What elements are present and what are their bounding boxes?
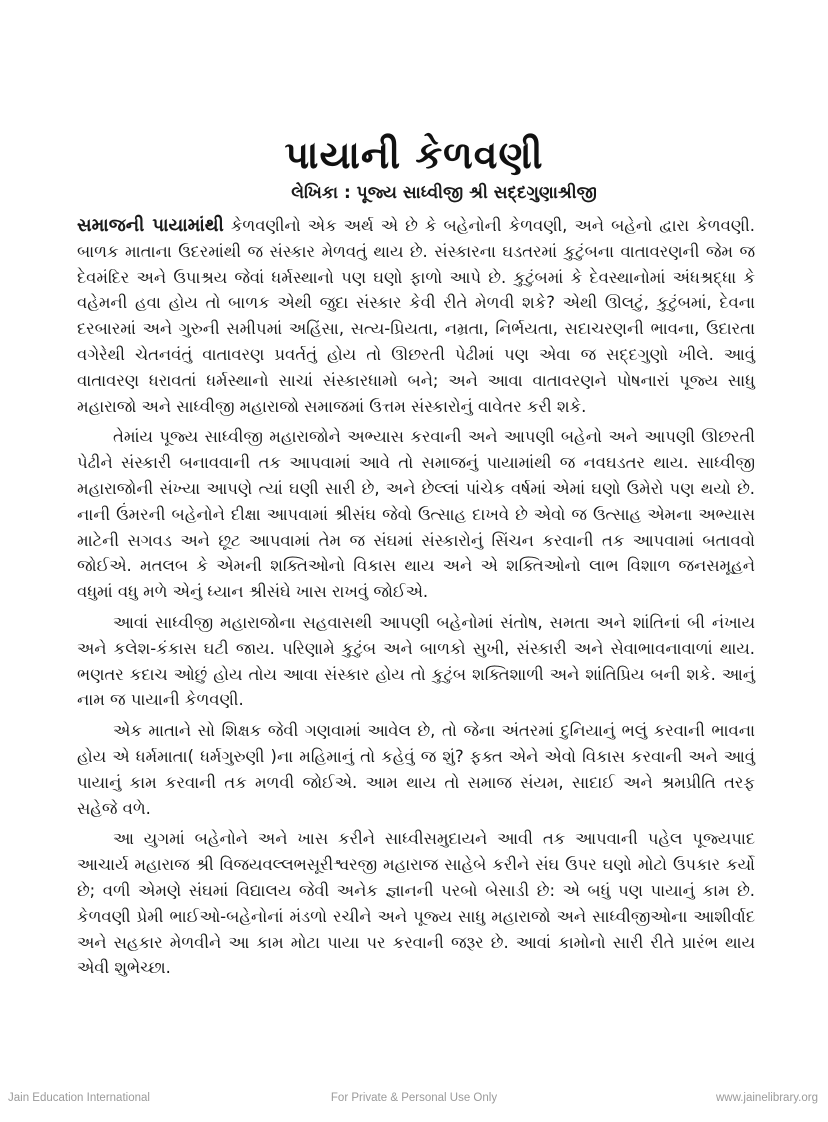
paragraph-text: આવાં સાધ્વીજી મહારાજોના સહવાસથી આપણી બહેનોમાં સંતોષ, સમતા અને શાંતિનાં બી નંખાય અને કલેશ-કંકાસ ઘટી જાય. પરિણામે કુટુંબ અને બાળકો સુખી, સંસ્કારી અને સેવાભાવનાવાળાં થાય. ભણતર કદાચ ઓછું હોય તોય આવા સંસ્કાર હોય તો કુટુંબ શક્તિશાળી અને શાંતિપ્રિય બની શકે. આનું નામ જ પાયાની કેળવણી. <box>77 612 755 710</box>
paragraph-2 <box>77 424 755 605</box>
paragraph-5 <box>77 826 755 981</box>
article-body <box>77 213 755 986</box>
paragraph-3 <box>77 610 755 713</box>
footer-publisher: Jain Education International <box>8 1092 150 1104</box>
author-byline: લેખિકા : પૂજ્ય સાધ્વીજી શ્રી સદ્દગુણાશ્રીજી <box>291 183 597 203</box>
paragraph-text: તેમાંય પૂજ્ય સાધ્વીજી મહારાજોને અભ્યાસ કરવાની અને આપણી બહેનો અને આપણી ઊછરતી પેઢીને સંસ્કારી બનાવવાની તક આપવામાં આવે તો સમાજનું પાયામાંથી જ નવઘડતર થાય. સાધ્વીજી મહારાજોની સંખ્યા આપણે ત્યાં ઘણી સારી છે, અને છેલ્લાં પાંચેક વર્ષમાં એમાં ઘણો ઉમેરો પણ થયો છે. નાની ઉંમરની બહેનોને દીક્ષા આપવામાં શ્રીસંઘ જેવો ઉત્સાહ દાખવે છે એવો જ ઉત્સાહ એમના અભ્યાસ માટેની સગવડ અને છૂટ આપવામાં તેમ જ સંઘમાં સંસ્કારોનું સિંચન કરવાની તક આપવામાં બતાવવો જોઈએ. મતલબ કે એમની શક્તિઓનો વિકાસ થાય અને એ શક્તિઓનો લાભ વિશાળ જનસમૂહને વધુમાં વધુ મળે એનું ધ્યાન શ્રીસંઘે ખાસ રાખવું જોઈએ. <box>77 427 755 602</box>
paragraph-1 <box>77 213 755 419</box>
paragraph-text: એક માતાને સો શિક્ષક જેવી ગણવામાં આવેલ છે, તો જેના અંતરમાં દુનિયાનું ભલું કરવાની ભાવના હોય એ ધર્મમાતા( ધર્મગુરુણી )ના મહિમાનું તો કહેવું જ શું? ફક્ત એને એવો વિકાસ કરવાની અને આવું પાયાનું કામ કરવાની તક મળવી જોઈએ. આમ થાય તો સમાજ સંયમ, સાદાઈ અને શ્રમપ્રીતિ તરફ સહેજે વળે. <box>77 721 755 818</box>
paragraph-4 <box>77 718 755 821</box>
paragraph-text: કેળવણીનો એક અર્થ એ છે કે બહેનોની કેળવણી, અને બહેનો દ્વારા કેળવણી. બાળક માતાના ઉદરમાંથી જ સંસ્કાર મેળવતું થાય છે. સંસ્કારના ઘડતરમાં કુટુંબના વાતાવરણની જેમ જ દેવમંદિર અને ઉપાશ્રય જેવાં ધર્મસ્થાનો પણ ઘણો ફાળો આપે છે. કુટુંબમાં કે દેવસ્થાનોમાં અંધશ્રદ્ધા કે વહેમની હવા હોય તો બાળક એથી જુદા સંસ્કાર કેવી રીતે મેળવી શકે? એથી ઊલટું, કુટુંબમાં, દેવના દરબારમાં અને ગુરુની સમીપમાં અહિંસા, સત્ય-પ્રિયતા, નમ્રતા, નિર્ભયતા, સદાચરણની ભાવના, ઉદારતા વગેરેથી ચેતનવંતું વાતાવરણ પ્રવર્તતું હોય તો ઊછરતી પેઢીમાં પણ એવા જ સદ્દગુણો ખીલે. આવું વાતાવરણ ધરાવતાં ધર્મસ્થાનો સાચાં સંસ્કારધામો બને; અને આવા વાતાવરણને પોષનારાં પૂજ્ય સાધુ મહારાજો અને સાધ્વીજી મહારાજો સમાજમાં ઉત્તમ સંસ્કારોનું વાવેતર કરી શકે. <box>77 216 755 416</box>
footer-website-link[interactable]: www.jainelibrary.org <box>715 1092 818 1104</box>
page-title: પાયાની કેળવણી <box>284 133 544 177</box>
paragraph-text: આ યુગમાં બહેનોને અને ખાસ કરીને સાધ્વીસમુદાયને આવી તક આપવાની પહેલ પૂજ્યપાદ આચાર્ય મહારાજ શ્રી વિજયવલ્લભસૂરીશ્વરજી મહારાજ સાહેબે કરીને સંઘ ઉપર ઘણો મોટો ઉપકાર કર્યો છે; વળી એમણે સંઘમાં વિદ્યાલય જેવી અનેક જ્ઞાનની પરબો બેસાડી છે: એ બધું પણ પાયાનું કામ છે. કેળવણી પ્રેમી ભાઈઓ-બહેનોનાં મંડળો રચીને અને પૂજ્ય સાધુ મહારાજો અને સાધ્વીજીઓના આશીર્વાદ અને સહકાર મેળવીને આ કામ મોટા પાયા પર કરવાની જરૂર છે. આવાં કામોનો સારી રીતે પ્રારંભ થાય એવી શુભેચ્છા. <box>77 829 755 978</box>
paragraph-lead: સમાજની પાયામાંથી <box>77 215 224 236</box>
page-footer <box>0 1092 828 1112</box>
footer-usage-notice: For Private & Personal Use Only <box>330 1092 498 1104</box>
